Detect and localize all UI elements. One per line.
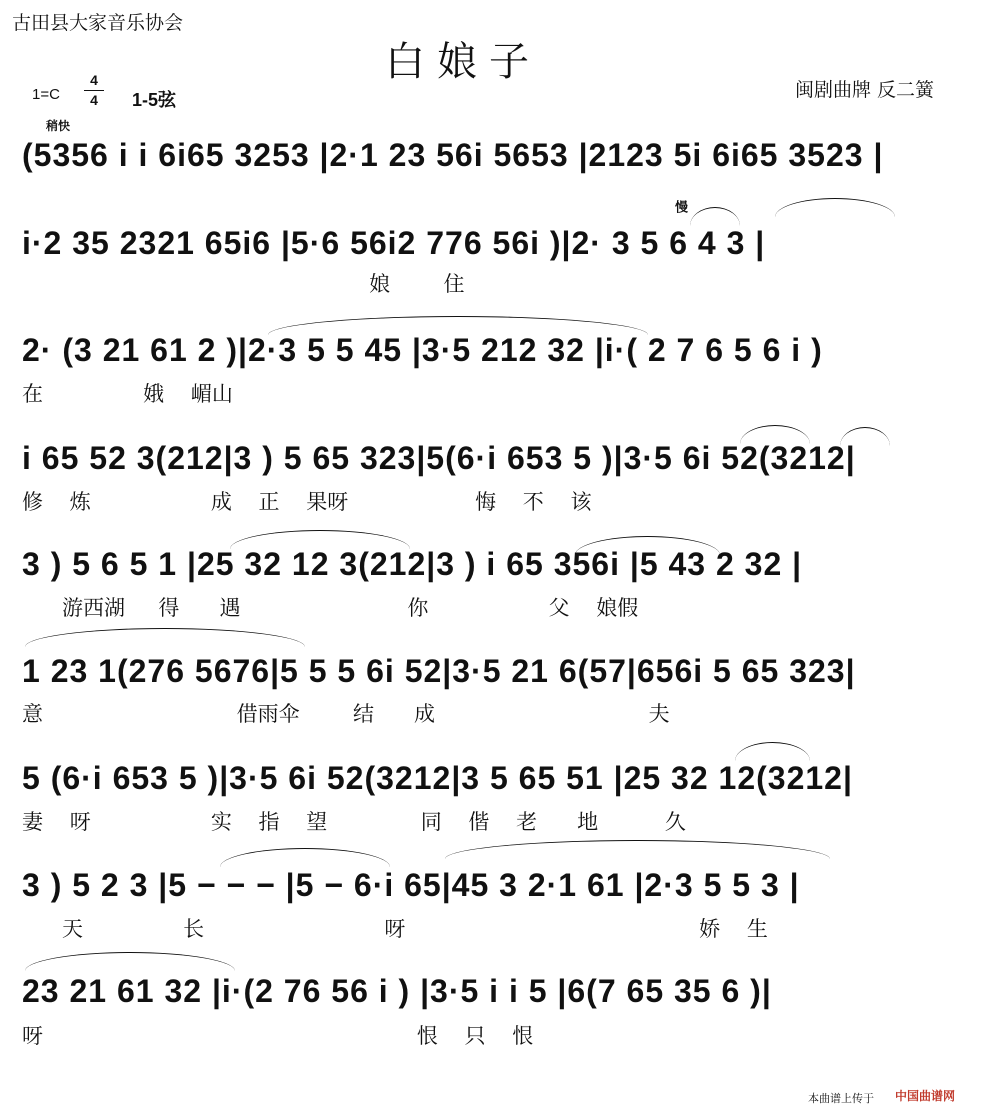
slur-mark — [840, 427, 890, 446]
lyric-line-3: 在 娥 嵋山 — [22, 382, 233, 404]
lyric-line-5: 游西湖 得 遇 你 父 娘假 — [22, 596, 639, 618]
notation-line-7: 5 (6·i 653 5 )|3·5 6i 52(3212|3 5 65 51 |25 32 12(3212| — [22, 760, 853, 796]
notation-line-8: 3 ) 5 2 3 |5 − − − |5 − 6·i 65|45 3 2·1 61 |2·3 5 5 3 | — [22, 867, 800, 903]
time-signature-bottom: 4 — [90, 92, 98, 108]
song-title: 白娘子 — [385, 39, 541, 85]
slur-mark — [735, 742, 810, 761]
key-signature: 1=C — [32, 86, 60, 103]
lyric-line-2: 娘 住 — [22, 272, 465, 294]
organization-name: 古田县大家音乐协会 — [12, 12, 184, 34]
notation-line-1: (5356 i i 6i65 3253 |2·1 23 56i 5653 |2123 5i 6i65 3523 | — [22, 137, 884, 173]
notation-line-2: i·2 35 2321 65i6 |5·6 56i2 776 56i )|2· 3 5 6 4 3 | — [22, 225, 766, 261]
tempo-marking-slow: 慢 — [672, 200, 687, 213]
notation-line-6: 1 23 1(276 5676|5 5 5 6i 52|3·5 21 6(57|656i 5 65 323| — [22, 653, 856, 689]
lyric-line-6: 意 借雨伞 结 成 夫 — [22, 702, 670, 724]
lyric-line-9: 呀 恨 只 恨 — [22, 1024, 534, 1046]
slur-mark — [25, 628, 305, 647]
notation-line-5: 3 ) 5 6 5 1 |25 32 12 3(212|3 ) i 65 356i |5 43 2 32 | — [22, 546, 803, 582]
slur-mark — [445, 840, 830, 859]
string-tuning: 1-5弦 — [132, 90, 177, 110]
lyric-line-4: 修 炼 成 正 果呀 悔 不 该 — [22, 490, 592, 512]
time-signature-top: 4 — [90, 72, 98, 88]
slur-mark — [268, 316, 648, 335]
footer-credit: 本曲谱上传于 — [808, 1092, 874, 1105]
notation-line-9: 23 21 61 32 |i·(2 76 56 i ) |3·5 i i 5 |6(7 65 35 6 )| — [22, 973, 772, 1009]
slur-mark — [220, 848, 390, 867]
genre-label: 闽剧曲牌 反二簧 — [795, 79, 935, 101]
slur-mark — [740, 425, 810, 444]
notation-line-3: 2· (3 21 61 2 )|2·3 5 5 45 |3·5 212 32 |i·( 2 7 6 5 6 i ) — [22, 332, 823, 368]
slur-mark — [575, 536, 720, 555]
notation-line-4: i 65 52 3(212|3 ) 5 65 323|5(6·i 653 5 )|3·5 6i 52(3212| — [22, 440, 856, 476]
slur-mark — [230, 530, 410, 549]
site-logo: 中国曲谱网 — [895, 1089, 956, 1103]
lyric-line-8: 天 长 呀 娇 生 — [22, 917, 768, 939]
time-signature — [84, 72, 104, 109]
lyric-line-7: 妻 呀 实 指 望 同 偕 老 地 久 — [22, 810, 686, 832]
slur-mark — [25, 952, 235, 971]
tempo-marking-fast: 稍快 — [46, 119, 71, 133]
